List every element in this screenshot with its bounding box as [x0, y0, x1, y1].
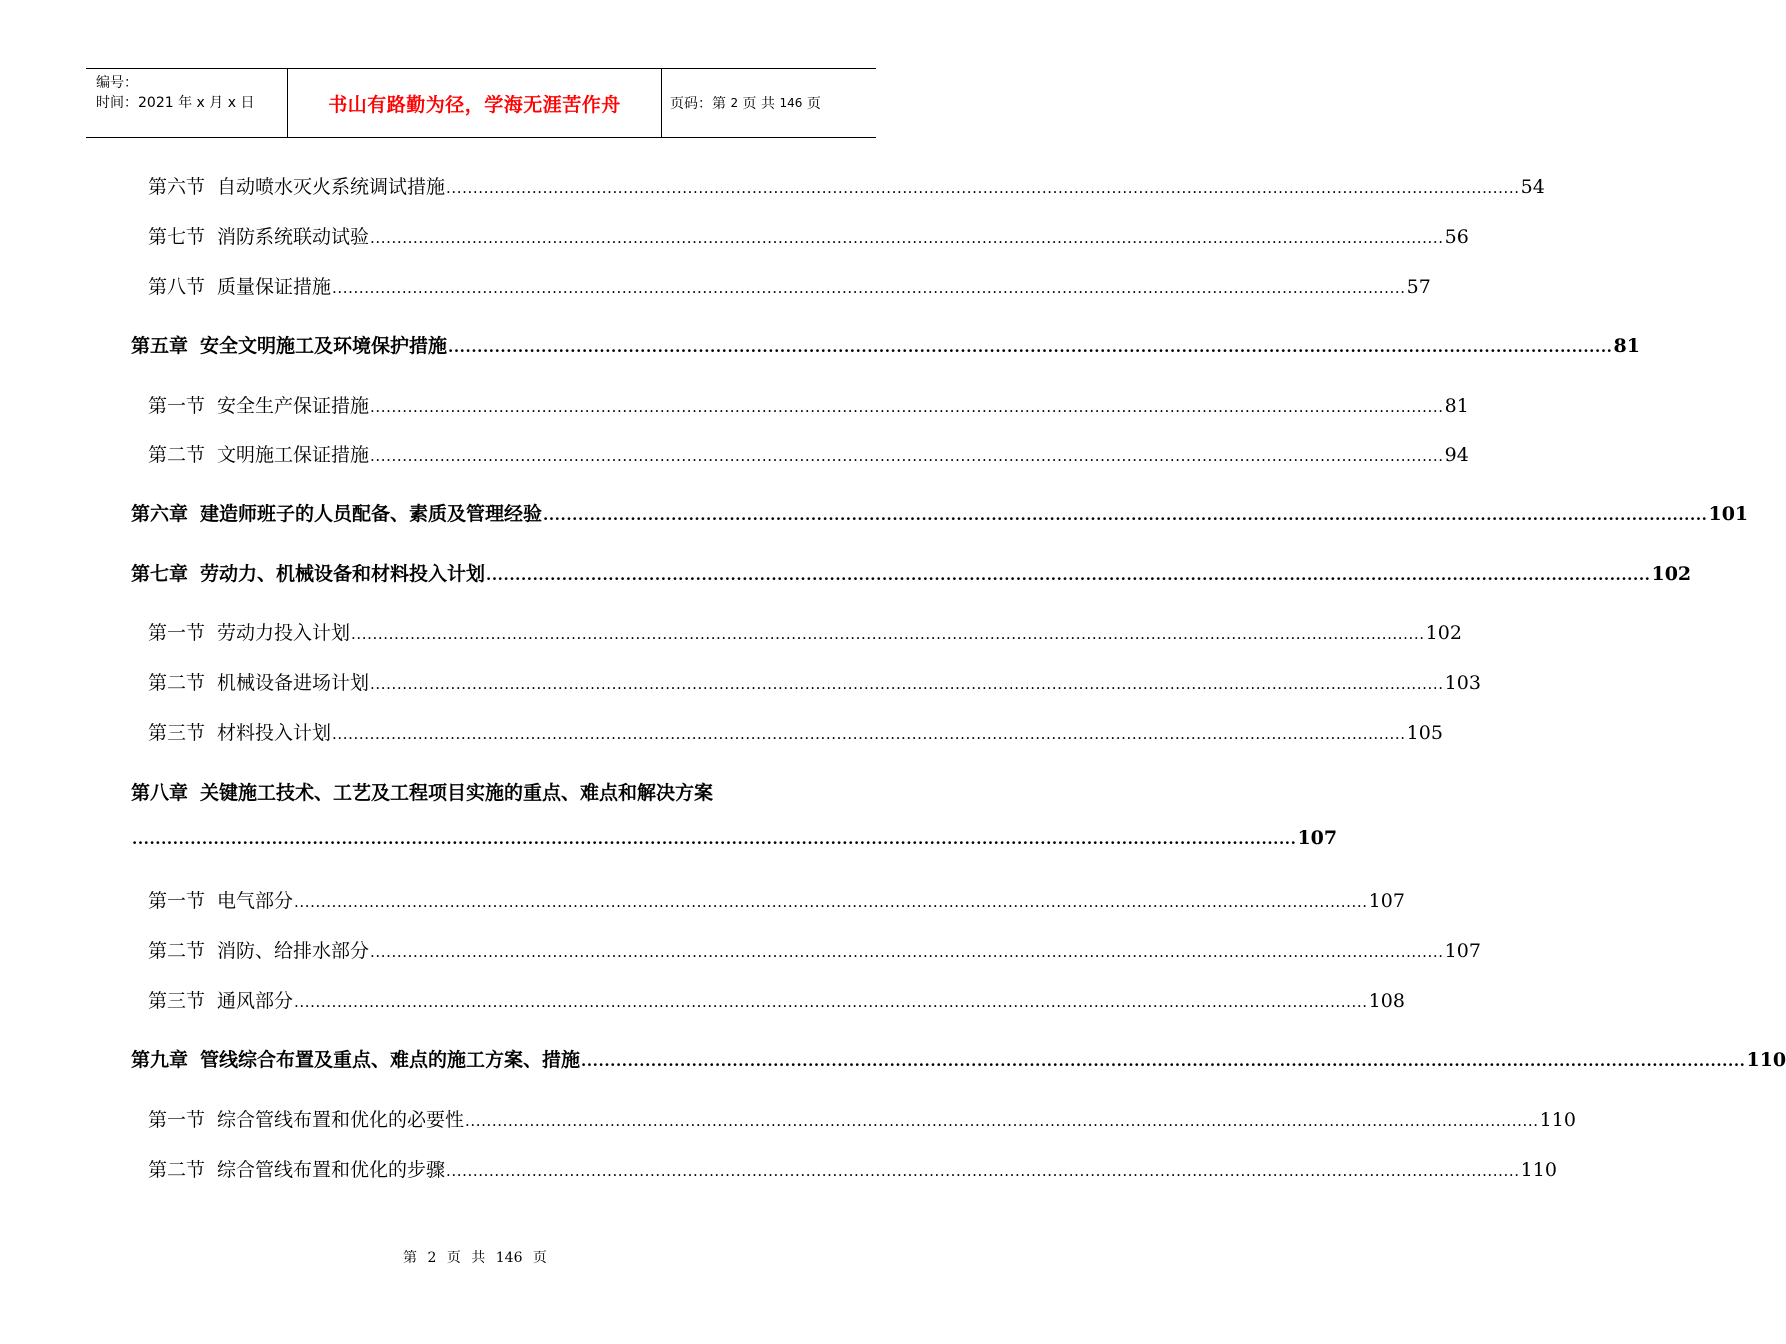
toc-chapter-number: 第九章: [131, 1049, 189, 1071]
toc-title: 关键施工技术、工艺及工程项目实施的重点、难点和解决方案: [200, 782, 714, 804]
serial-label: 编号：: [96, 75, 138, 91]
toc-section-number: 第六节: [148, 176, 206, 198]
toc-page-number: 103: [1444, 672, 1481, 694]
toc-title: 消防系统联动试验: [217, 226, 370, 248]
toc-section-number: 第三节: [148, 722, 206, 744]
time-label: 时间：2021 年 x 月 x 日: [96, 95, 255, 111]
page-label: 页码：第: [670, 96, 726, 112]
toc-entry[interactable]: [148, 618, 1462, 645]
toc-page-number: 105: [1406, 722, 1443, 744]
toc-title: 劳动力、机械设备和材料投入计划: [200, 563, 486, 585]
dot-leader: ........................................................................................................................................................................................................: [370, 447, 1444, 465]
toc-chapter-entry[interactable]: [131, 1045, 1786, 1072]
toc-page-number: 110: [1520, 1159, 1557, 1181]
toc-title: 电气部分: [217, 890, 294, 912]
toc-page-number: 110: [1539, 1109, 1576, 1131]
header-page-info: [670, 69, 876, 137]
toc-entry[interactable]: [148, 886, 1405, 913]
toc-section-number: 第二节: [148, 672, 206, 694]
dot-leader: ........................................................................................................................................................................................................: [581, 1052, 1746, 1070]
toc-entry[interactable]: [148, 668, 1481, 695]
dot-leader: ........................................................................................................................................................................................................: [465, 1112, 1539, 1130]
dot-leader: ........................................................................................................................................................................................................: [351, 625, 1425, 643]
toc-title: 文明施工保证措施: [217, 444, 370, 466]
header-motto: 书山有路勤为径，学海无涯苦作舟: [328, 93, 621, 116]
toc-page-number: 110: [1746, 1049, 1786, 1071]
toc-chapter-continuation[interactable]: [131, 827, 1338, 849]
dot-leader: ........................................................................................................................................................................................................: [448, 338, 1613, 356]
toc-chapter-entry[interactable]: [131, 778, 833, 805]
toc-chapter-entry[interactable]: [131, 499, 1749, 526]
page-footer: 第 2 页 共 146 页: [403, 1250, 547, 1266]
toc-page-number: 107: [1444, 940, 1481, 962]
toc-entry[interactable]: [148, 936, 1481, 963]
toc-entry[interactable]: [148, 222, 1469, 249]
toc-page-number: 57: [1406, 276, 1431, 298]
toc-title: 材料投入计划: [217, 722, 332, 744]
toc-page-number: 94: [1444, 444, 1469, 466]
toc-section-number: 第二节: [148, 940, 206, 962]
toc-title: 建造师班子的人员配备、素质及管理经验: [200, 503, 543, 525]
toc-page-number: 108: [1368, 990, 1405, 1012]
toc-title: 通风部分: [217, 990, 294, 1012]
toc-page-number: 102: [1651, 563, 1692, 585]
toc-entry[interactable]: [148, 391, 1469, 418]
toc-title: 劳动力投入计划: [217, 622, 351, 644]
dot-leader: ........................................................................................................................................................................................................: [446, 179, 1520, 197]
toc-entry[interactable]: [148, 718, 1443, 745]
dot-leader: ........................................................................................................................................................................................................: [332, 279, 1406, 297]
header-meta: [96, 73, 281, 113]
dot-leader: ........................................................................................................................................................................................................: [446, 1162, 1520, 1180]
toc-chapter-entry[interactable]: [131, 331, 1640, 358]
toc-page-number: 54: [1520, 176, 1545, 198]
toc-page-number: 102: [1425, 622, 1462, 644]
toc-page-number: 81: [1613, 335, 1640, 357]
toc-entry[interactable]: [148, 440, 1469, 467]
toc-title: 安全文明施工及环境保护措施: [200, 335, 448, 357]
toc-title: 机械设备进场计划: [217, 672, 370, 694]
toc-title: 安全生产保证措施: [217, 395, 370, 417]
toc-entry[interactable]: [148, 1155, 1557, 1182]
dot-leader: ........................................................................................................................................................................................................: [332, 725, 1406, 743]
toc-entry[interactable]: [148, 986, 1405, 1013]
toc-title: 自动喷水灭火系统调试措施: [217, 176, 446, 198]
dot-leader: ........................................................................................................................................................................................................: [370, 943, 1444, 961]
dot-leader: ........................................................................................................................................................................................................: [132, 830, 1297, 848]
toc-title: 综合管线布置和优化的步骤: [217, 1159, 446, 1181]
page-mid: 页 共: [742, 96, 775, 112]
toc-section-number: 第一节: [148, 1109, 206, 1131]
toc-section-number: 第二节: [148, 444, 206, 466]
toc-section-number: 第三节: [148, 990, 206, 1012]
dot-leader: ........................................................................................................................................................................................................: [294, 893, 1368, 911]
toc-section-number: 第一节: [148, 890, 206, 912]
dot-leader: ........................................................................................................................................................................................................: [543, 506, 1708, 524]
dot-leader: ........................................................................................................................................................................................................: [370, 229, 1444, 247]
page-header: [86, 68, 876, 138]
toc-title: 质量保证措施: [217, 276, 332, 298]
toc-title: 消防、给排水部分: [217, 940, 370, 962]
dot-leader: ........................................................................................................................................................................................................: [370, 398, 1444, 416]
dot-leader: ........................................................................................................................................................................................................: [486, 566, 1651, 584]
page-total: 146: [779, 96, 803, 110]
toc-chapter-number: 第五章: [131, 335, 189, 357]
toc-page-number: 56: [1444, 226, 1469, 248]
toc-title: 管线综合布置及重点、难点的施工方案、措施: [200, 1049, 581, 1071]
toc-page-number: 107: [1368, 890, 1405, 912]
toc-chapter-number: 第八章: [131, 782, 189, 804]
toc-section-number: 第七节: [148, 226, 206, 248]
toc-chapter-number: 第六章: [131, 503, 189, 525]
toc-section-number: 第一节: [148, 622, 206, 644]
header-divider: [661, 69, 662, 137]
toc-entry[interactable]: [148, 172, 1545, 199]
toc-chapter-number: 第七章: [131, 563, 189, 585]
toc-chapter-entry[interactable]: [131, 559, 1692, 586]
toc-page-number: 81: [1444, 395, 1469, 417]
toc-title: 综合管线布置和优化的必要性: [217, 1109, 465, 1131]
toc-page-number: 101: [1708, 503, 1749, 525]
toc-page-number: 107: [1297, 827, 1338, 849]
toc-section-number: 第一节: [148, 395, 206, 417]
dot-leader: ........................................................................................................................................................................................................: [294, 993, 1368, 1011]
toc-section-number: 第八节: [148, 276, 206, 298]
page-end: 页: [806, 96, 821, 112]
toc-entry[interactable]: [148, 272, 1431, 299]
page-number: 2: [730, 96, 739, 110]
dot-leader: ........................................................................................................................................................................................................: [370, 675, 1444, 693]
toc-section-number: 第二节: [148, 1159, 206, 1181]
toc-entry[interactable]: [148, 1105, 1576, 1132]
